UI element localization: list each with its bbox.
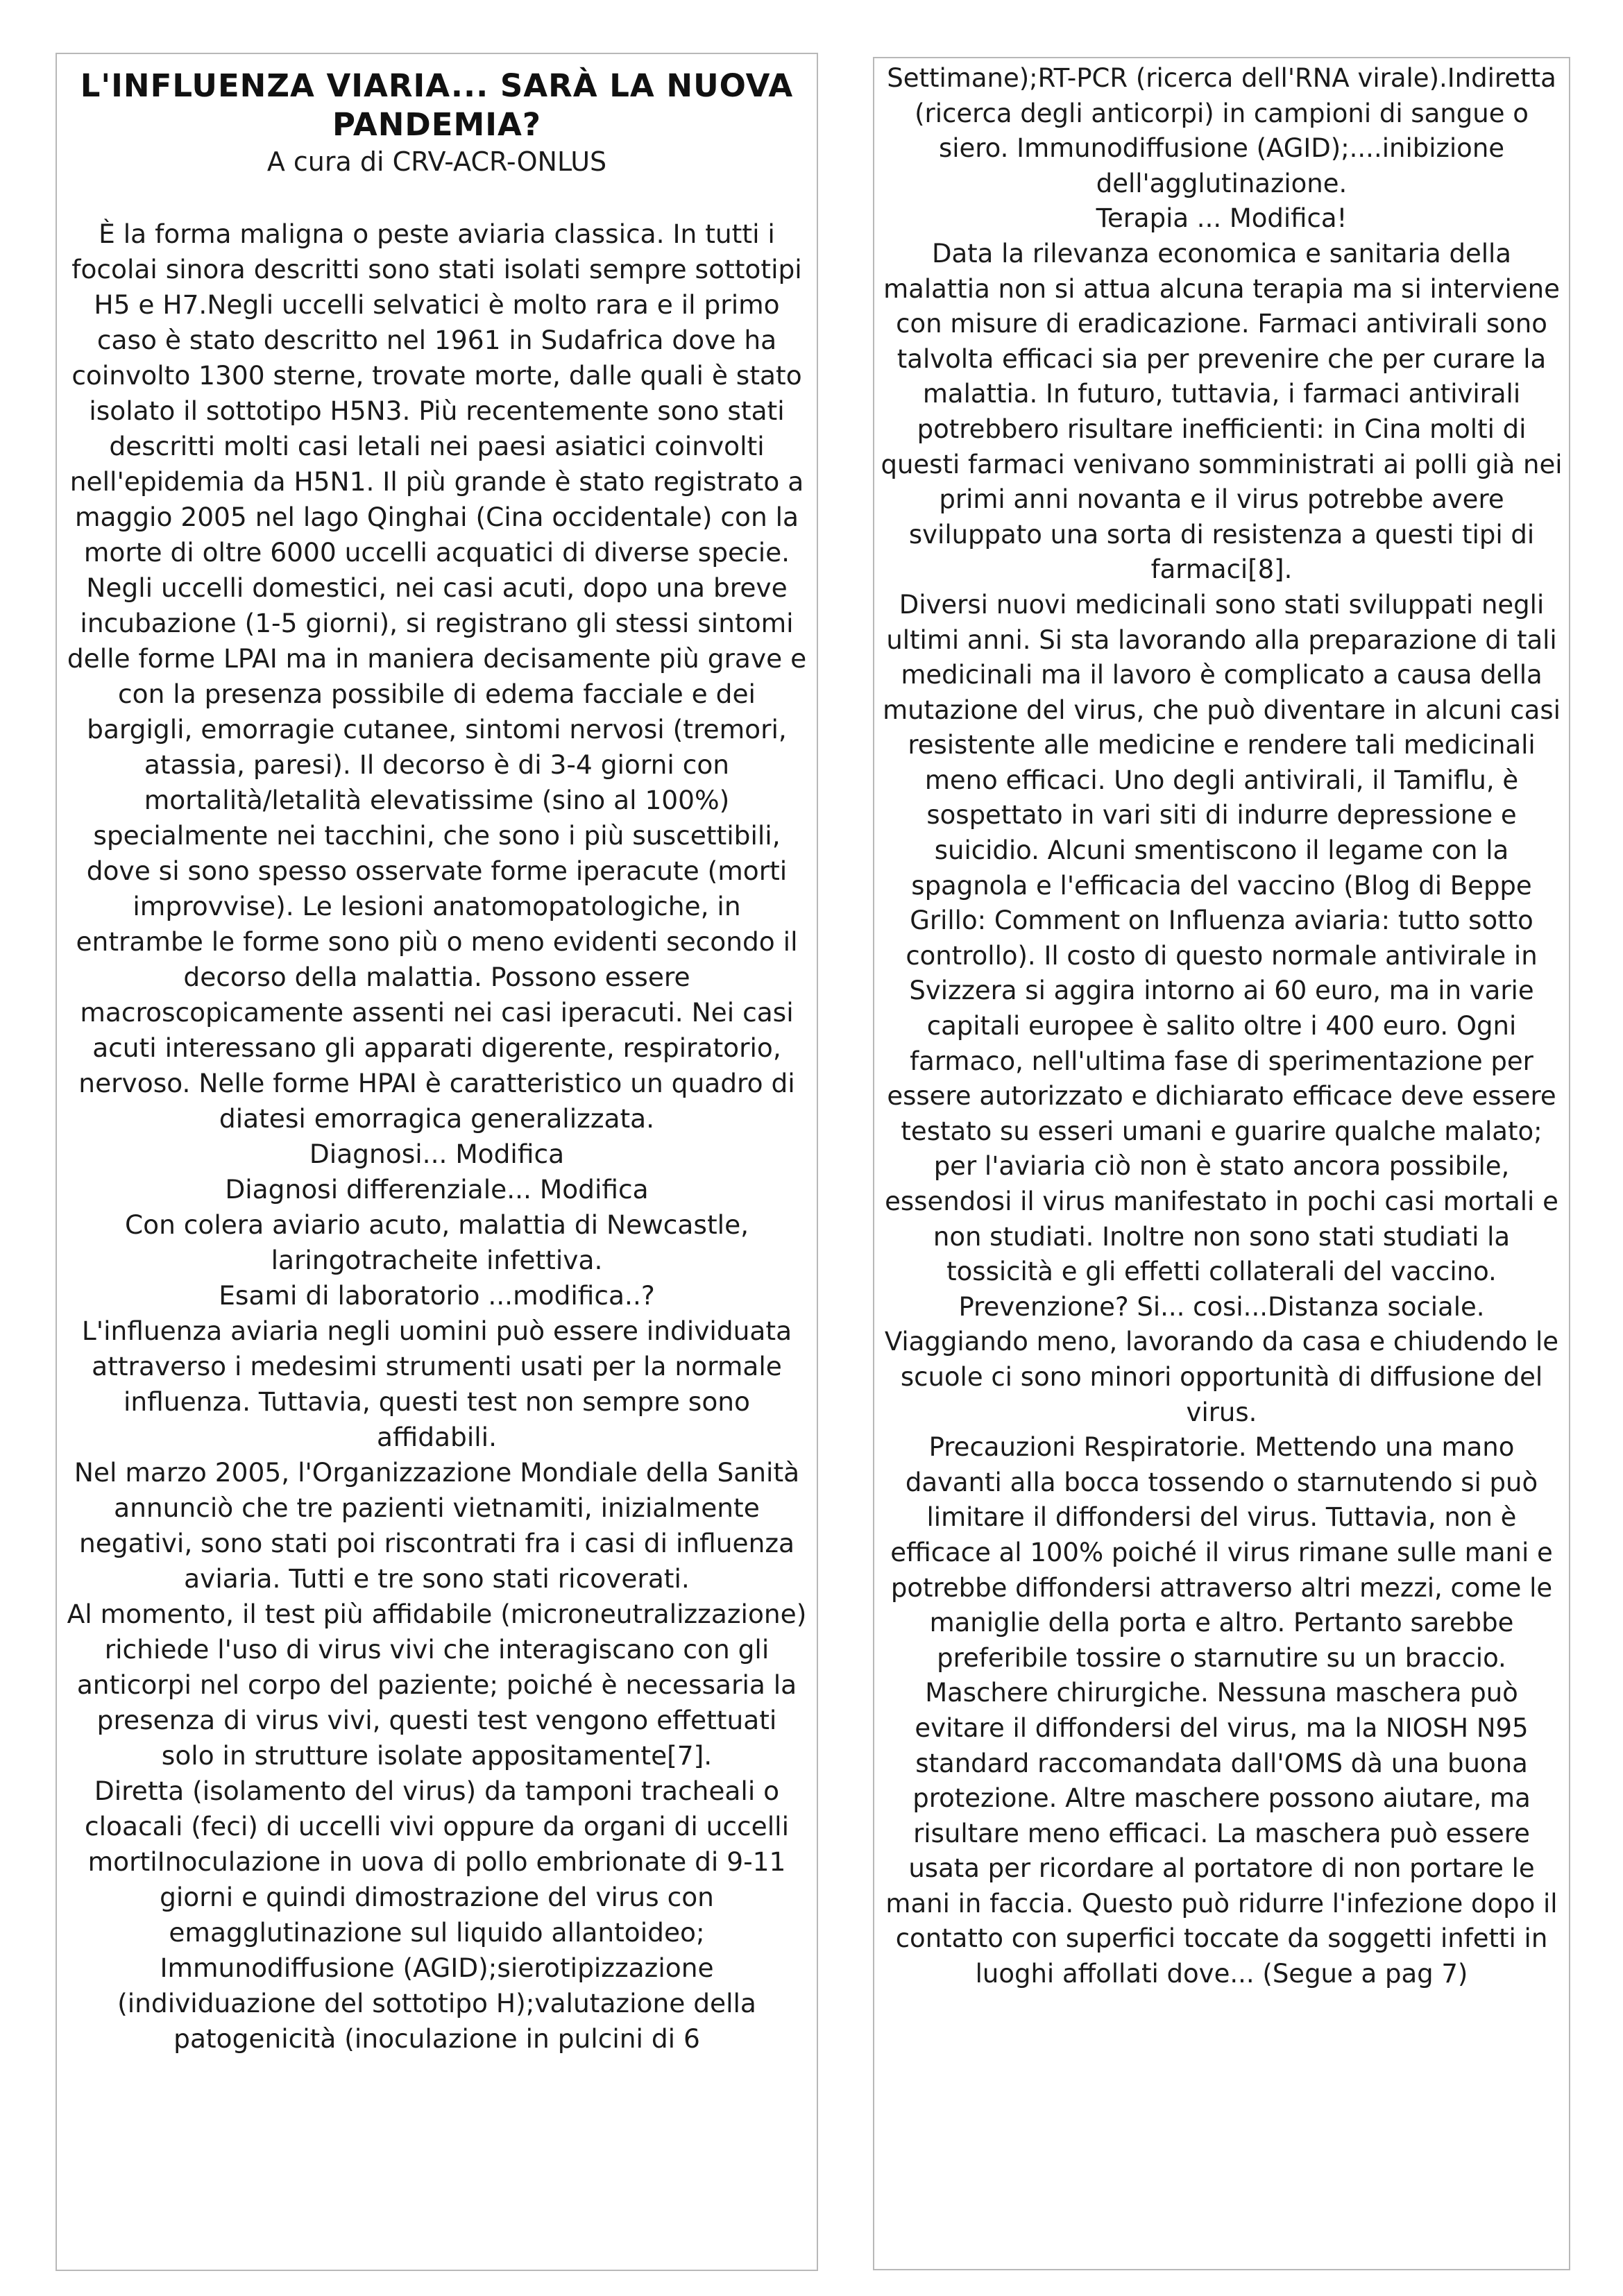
- heading-diagnosi: Diagnosi... Modifica: [309, 1139, 565, 1169]
- article-title: L'INFLUENZA VIARIA... SARÀ LA NUOVA PANDEMIA?: [80, 67, 794, 143]
- heading-prevenzione: Prevenzione? Si... cosi...Distanza sociale.: [958, 1291, 1485, 1322]
- paragraph-immunodiffusione: Immunodiffusione (AGID);sierotipizzazione (individuazione del sottotipo H);valutazione della patogenicità (inoculazione in pulcini di 6: [117, 1953, 756, 2054]
- paragraph-test-uomini: L'influenza aviaria negli uomini può essere individuata attraverso i medesimi strumenti usati per la normale influenza. Tuttavia, questi test non sempre sono affidabili.: [81, 1316, 792, 1452]
- right-column: [873, 57, 1570, 2270]
- article-byline: A cura di CRV-ACR-ONLUS: [266, 146, 607, 177]
- paragraph-nuovi-medicinali: Diversi nuovi medicinali sono stati sviluppati negli ultimi anni. Si sta lavorando alla preparazione di tali medicinali ma il lavoro è complicato a causa della mutazione del virus, che può diventare in alcuni casi resistente alle medicine e rendere tali medicinali meno efficaci. Uno degli antivirali, il Tamiflu, è sospettato in vari siti di indurre depressione e suicidio. Alcuni smentiscono il legame con la spagnola e l'efficacia del vaccino (Blog di Beppe Grillo: Comment on Influenza aviaria: tutto sotto controllo). Il costo di questo normale antivirale in Svizzera si aggira intorno ai 60 euro, ma in varie capitali europee è salito oltre i 400 euro. Ogni farmaco, nell'ultima fase di sperimentazione per essere autorizzato e dichiarato efficace deve essere testato su esseri umani e guarire qualche malato; per l'aviaria ciò non è stato ancora possibile, essendosi il virus manifestato in pochi casi mortali e non studiati. Inoltre non sono stati studiati la tossicità e gli effetti collaterali del vaccino.: [883, 589, 1561, 1287]
- paragraph-diagnosi-differenziale: Con colera aviario acuto, malattia di Newcastle, laringotracheite infettiva.: [124, 1209, 749, 1275]
- paragraph-diagnosi-diretta: Diretta (isolamento del virus) da tamponi tracheali o cloacali (feci) di uccelli vivi oppure da organi di uccelli mortiInoculazione in uova di pollo embrionate di 9-11 giorni e quindi dimostrazione del virus con emagglutinazione sul liquido allantoideo;: [84, 1776, 789, 1948]
- left-column: [56, 53, 818, 2271]
- heading-esami-laboratorio: Esami di laboratorio ...modifica..?: [219, 1280, 655, 1311]
- heading-diagnosi-differenziale: Diagnosi differenziale... Modifica: [225, 1174, 649, 1205]
- paragraph-microneutralizzazione: Al momento, il test più affidabile (microneutralizzazione) richiede l'uso di virus vivi che interagiscano con gli anticorpi nel corpo del paziente; poiché è necessaria la presenza di virus vivi, questi test vengono effettuati solo in strutture isolate appositamente[7].: [67, 1599, 807, 1771]
- paragraph-terapia: Data la rilevanza economica e sanitaria della malattia non si attua alcuna terapia ma si interviene con misure di eradicazione. Farmaci antivirali sono talvolta efficaci sia per prevenire che per curare la malattia. In futuro, tuttavia, i farmaci antivirali potrebbero risultare inefficienti: in Cina molti di questi farmaci venivano somministrati ai polli già nei primi anni novanta e il virus potrebbe avere sviluppato una sorta di resistenza a questi tipi di farmaci[8].: [881, 238, 1563, 585]
- heading-terapia: Terapia ... Modifica!: [1096, 203, 1348, 234]
- paragraph-peste-aviaria: È la forma maligna o peste aviaria classica. In tutti i focolai sinora descritti sono stati isolati sempre sottotipi H5 e H7.Negli uccelli selvatici è molto rara e il primo caso è stato descritto nel 1961 in Sudafrica dove ha coinvolto 1300 sterne, trovate morte, dalle quali è stato isolato il sottotipo H5N3. Più recentemente sono stati descritti molti casi letali nei paesi asiatici coinvolti nell'epidemia da H5N1. Il più grande è stato registrato a maggio 2005 nel lago Qinghai (Cina occidentale) con la morte di oltre 6000 uccelli acquatici di diverse specie. Negli uccelli domestici, nei casi acuti, dopo una breve incubazione (1-5 giorni), si registrano gli stessi sintomi delle forme LPAI ma in maniera decisamente più grave e con la presenza possibile di edema facciale e dei bargigli, emorragie cutanee, sintomi nervosi (tremori, atassia, paresi). Il decorso è di 3-4 giorni con mortalità/letalità elevatissime (sino al 100%) specialmente nei tacchini, che sono i più suscettibili, dove si sono spesso osservate forme iperacute (morti improvvise). Le lesioni anatomopatologiche, in entrambe le forme sono più o meno evidenti secondo il decorso della malattia. Possono essere macroscopicamente assenti nei casi iperacuti. Nei casi acuti interessano gli apparati digerente, respiratorio, nervoso. Nelle forme HPAI è caratteristico un quadro di diatesi emorragica generalizzata.: [67, 219, 807, 1134]
- paragraph-oms-2005: Nel marzo 2005, l'Organizzazione Mondiale della Sanità annunciò che tre pazienti vietnamiti, inizialmente negativi, sono stati poi riscontrati fra i casi di influenza aviaria. Tutti e tre sono stati ricoverati.: [74, 1457, 800, 1594]
- paragraph-rt-pcr: Settimane);RT-PCR (ricerca dell'RNA virale).Indiretta (ricerca degli anticorpi) in campioni di sangue o siero. Immunodiffusione (AGID);....inibizione dell'agglutinazione.: [887, 63, 1556, 198]
- paragraph-maschere-chirurgiche: Maschere chirurgiche. Nessuna maschera può evitare il diffondersi del virus, ma la NIOSH N95 standard raccomandata dall'OMS dà una buona protezione. Altre maschere possono aiutare, ma risultare meno efficaci. La maschera può essere usata per ricordare al portatore di non portare le mani in faccia. Questo può ridurre l'infezione dopo il contatto con superfici toccate da soggetti infetti in luoghi affollati dove... (Segue a pag 7): [885, 1678, 1558, 1989]
- paragraph-precauzioni-respiratorie: Precauzioni Respiratorie. Mettendo una mano davanti alla bocca tossendo o starnutendo si può limitare il diffondersi del virus. Tuttavia, non è efficace al 100% poiché il virus rimane sulle mani e potrebbe diffondersi attraverso altri mezzi, come le maniglie della porta e altro. Pertanto sarebbe preferibile tossire o starnutire su un braccio.: [890, 1432, 1553, 1673]
- paragraph-distanza-sociale: Viaggiando meno, lavorando da casa e chiudendo le scuole ci sono minori opportunità di diffusione del virus.: [884, 1327, 1559, 1427]
